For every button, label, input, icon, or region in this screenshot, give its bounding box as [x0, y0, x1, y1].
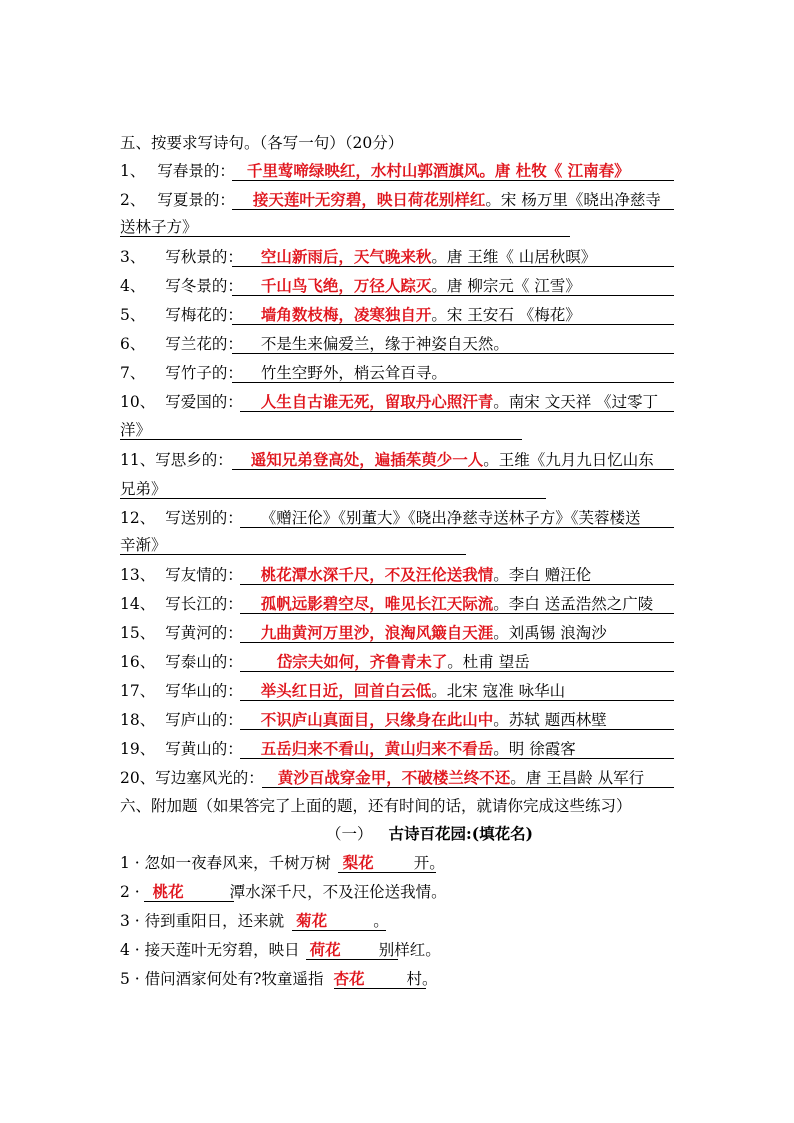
answer-text: 岱宗夫如何，齐鲁青未了: [276, 652, 448, 671]
answer-underline: [232, 324, 674, 325]
answer-text: 九曲黄河万里沙，浪淘风簸自天涯: [260, 623, 494, 642]
poem-item-farewell: 12、 写送别的： 《赠汪伦》《别董大》《晓出净慈寺送林子方》《芙蓉楼送: [120, 509, 641, 527]
flower-fill-item: 3 · 待到重阳日，还来就 菊花 。: [120, 911, 389, 930]
poem-item-patriotic-cont: 洋》: [120, 421, 152, 439]
flower-answer: 荷花: [309, 940, 341, 959]
poem-item-winter: 4、 写冬景的： 千山鸟飞绝，万径人踪灭。唐 柳宗元《 江雪》: [120, 276, 581, 295]
poem-item-autumn: 3、 写秋景的： 空山新雨后，天气晚来秋。唐 王维《 山居秋暝》: [120, 247, 597, 266]
flower-fill-item: 1 · 忽如一夜春风来，千树万树 梨花 开。: [120, 853, 445, 872]
poem-item-frontier: 20、写边塞风光的： 黄沙百战穿金甲，不破楼兰终不还。唐 王昌龄 从军行: [120, 768, 645, 787]
answer-text: 墙角数枝梅，凌寒独自开: [260, 305, 432, 324]
poem-item-patriotic: 10、 写爱国的： 人生自古谁无死，留取丹心照汗青。南宋 文天祥 《过零丁: [120, 392, 659, 411]
answer-underline: [232, 382, 674, 383]
poem-item-mount-tai: 16、 写泰山的： 岱宗夫如何，齐鲁青未了。杜甫 望岳: [120, 652, 530, 671]
answer-text: 黄沙百战穿金甲，不破楼兰终不还: [277, 768, 511, 787]
poem-item-yellow-river: 15、 写黄河的： 九曲黄河万里沙，浪淘风簸自天涯。刘禹锡 浪淘沙: [120, 623, 607, 642]
answer-text: 孤帆远影碧空尽，唯见长江天际流: [260, 594, 494, 613]
poem-item-friendship: 13、 写友情的： 桃花潭水深千尺，不及汪伦送我情。李白 赠汪伦: [120, 565, 592, 584]
answer-underline: [240, 584, 674, 585]
answer-underline: [240, 613, 674, 614]
poem-item-farewell-cont: 辛渐》: [120, 536, 167, 554]
fill-blank-line: [292, 930, 386, 931]
answer-underline: [232, 209, 674, 210]
answer-text: 竹生空野外，梢云耸百寻。: [260, 364, 447, 382]
answer-underline: [240, 729, 674, 730]
fill-blank-line: [338, 872, 436, 873]
flower-answer: 梨花: [342, 853, 374, 872]
answer-underline: [120, 236, 570, 237]
section-5-title: 五、按要求写诗句。（各写一句）（20分）: [120, 134, 404, 152]
poem-item-summer: 2、 写夏景的： 接天莲叶无穷碧，映日荷花别样红。宋 杨万里《晓出净慈寺: [120, 190, 661, 209]
poem-item-mount-huang: 19、 写黄山的： 五岳归来不看山，黄山归来不看岳。明 徐霞客: [120, 739, 576, 758]
answer-underline: [120, 498, 546, 499]
poem-item-mount-lu: 18、 写庐山的： 不识庐山真面目，只缘身在此山中。苏轼 题西林壁: [120, 710, 607, 729]
flower-answer: 桃花: [152, 882, 184, 901]
answer-underline: [232, 266, 674, 267]
answer-underline: [232, 295, 674, 296]
flower-answer: 杏花: [333, 969, 365, 988]
poem-item-orchid: 6、 写兰花的： 不是生来偏爱兰，缘于神姿自天然。: [120, 335, 509, 353]
answer-text: 举头红日近，回首白云低: [260, 681, 432, 700]
poem-item-plum: 5、 写梅花的： 墙角数枝梅，凌寒独自开。宋 王安石 《梅花》: [120, 305, 581, 324]
poem-item-homesick: 11、写思乡的： 遥知兄弟登高处，遍插茱萸少一人。王维《九月九日忆山东: [120, 450, 654, 469]
answer-underline: [240, 758, 674, 759]
fill-blank-line: [334, 988, 426, 989]
answer-underline: [120, 439, 522, 440]
answer-underline: [120, 554, 466, 555]
poem-item-summer-cont: 送林子方》: [120, 218, 198, 236]
poem-item-homesick-cont: 兄弟》: [120, 480, 167, 498]
answer-text: 五岳归来不看山，黄山归来不看岳: [260, 739, 494, 758]
answer-underline: [232, 180, 674, 181]
flower-fill-item: 4 · 接天莲叶无穷碧，映日 荷花 别样红。: [120, 940, 441, 959]
flower-fill-item: 5 · 借问酒家何处有?牧童遥指 杏花 村。: [120, 969, 438, 988]
answer-text: 千山鸟飞绝，万径人踪灭: [260, 276, 432, 295]
answer-underline: [240, 671, 674, 672]
answer-text: 空山新雨后，天气晚来秋: [260, 247, 432, 266]
answer-underline: [232, 353, 674, 354]
fill-blank-line: [306, 959, 398, 960]
poem-item-yangtze: 14、 写长江的： 孤帆远影碧空尽，唯见长江天际流。李白 送孟浩然之广陵: [120, 594, 654, 613]
answer-underline: [240, 642, 674, 643]
answer-text: 接天莲叶无穷碧，映日荷花别样红: [252, 190, 486, 209]
answer-text: 《赠汪伦》《别董大》《晓出净慈寺送林子方》《芙蓉楼送: [260, 509, 641, 527]
answer-underline: [240, 527, 674, 528]
answer-underline: [240, 411, 674, 412]
poem-item-spring: 1、 写春景的： 千里莺啼绿映红，水村山郭酒旗风。唐 杜牧《 江南春》: [120, 161, 630, 180]
section-6-subtitle: （一） 古诗百花园:(填花名): [326, 824, 533, 843]
fill-blank-line: [144, 901, 234, 902]
answer-text: 遥知兄弟登高处，遍插茱萸少一人: [250, 450, 484, 469]
answer-underline: [232, 469, 674, 470]
poem-item-bamboo: 7、 写竹子的： 竹生空野外，梢云耸百寻。: [120, 364, 447, 382]
flower-fill-item: 2 · 桃花 潭水深千尺，不及汪伦送我情。: [120, 882, 447, 901]
answer-text: 不是生来偏爱兰，缘于神姿自天然。: [260, 335, 509, 353]
answer-text: 不识庐山真面目，只缘身在此山中: [260, 710, 494, 729]
answer-text: 桃花潭水深千尺，不及汪伦送我情: [260, 565, 494, 584]
section-6-title: 六、附加题（如果答完了上面的题，还有时间的话，就请你完成这些练习）: [120, 797, 632, 815]
flower-answer: 菊花: [296, 911, 328, 930]
answer-text: 人生自古谁无死，留取丹心照汗青: [260, 392, 494, 411]
answer-underline: [240, 700, 674, 701]
poem-item-mount-hua: 17、 写华山的： 举头红日近，回首白云低。北宋 寇准 咏华山: [120, 681, 566, 700]
answer-text: 千里莺啼绿映红，水村山郭酒旗风。唐 杜牧《 江南春》: [246, 161, 630, 180]
answer-underline: [262, 787, 674, 788]
